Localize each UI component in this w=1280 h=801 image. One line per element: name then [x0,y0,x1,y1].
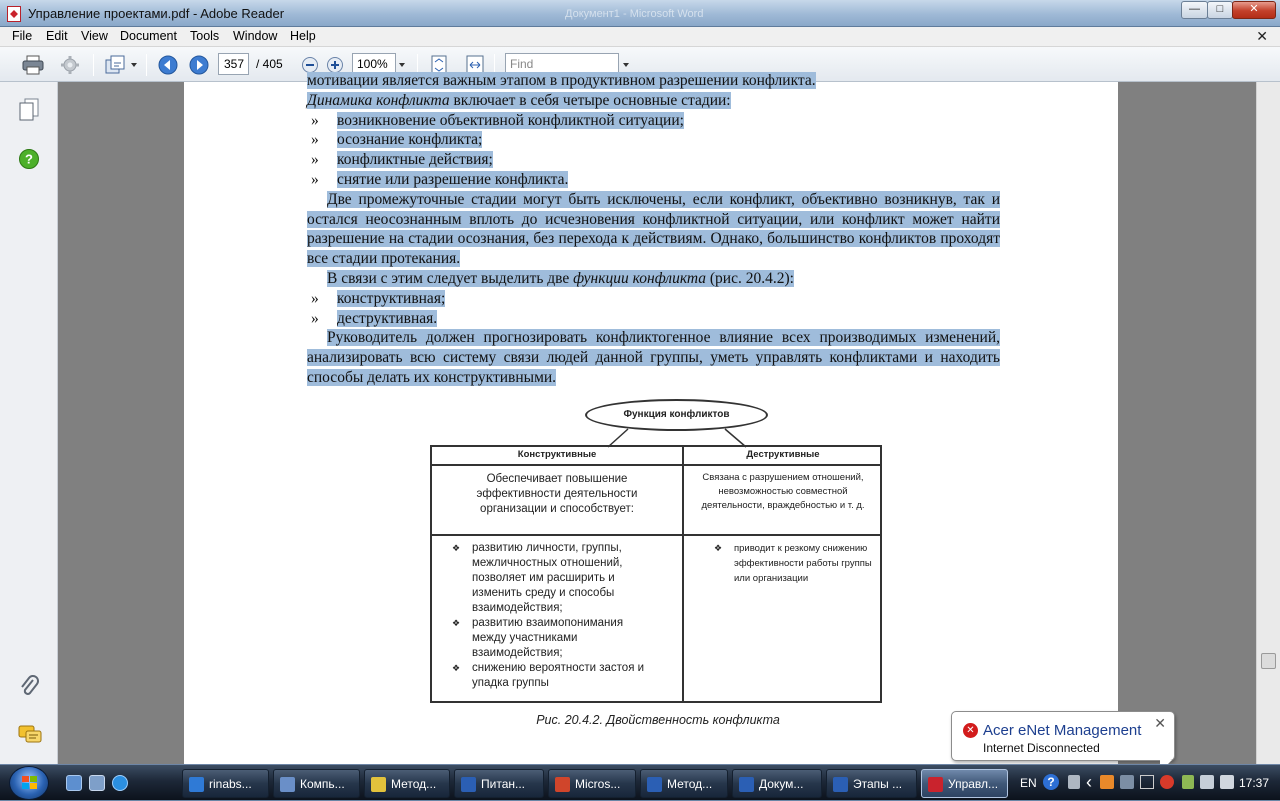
paragraph[interactable]: Руководитель должен прогнозировать конфликтогенное влияние всех производимых изменений, анализировать всю систему связи людей данной группы, уметь управлять конфликтами и находить способы делать их конструктивными. [307,329,1000,386]
attachments-paperclip-icon[interactable] [18,674,40,701]
table-divider [682,447,684,701]
taskbar-button[interactable] [826,769,917,798]
taskbar-button-label: Метод... [667,777,713,791]
taskbar-button-label: Докум... [759,777,804,791]
list-item[interactable]: » возникновение объективной конфликтной ситуации; [307,111,1000,131]
destructive-header: Деструктивные [746,449,820,460]
list-item[interactable]: » снятие или разрешение конфликта. [307,170,1000,190]
menu-edit[interactable]: Edit [46,29,68,43]
list-item[interactable]: » конструктивная; [307,289,1000,309]
app-icon [647,777,662,792]
volume-icon[interactable] [1220,775,1234,789]
windows-logo-icon [22,776,38,791]
find-dropdown-icon[interactable] [623,63,629,67]
taskbar-button[interactable] [921,769,1008,798]
find-input[interactable]: Find [505,53,619,75]
taskbar-button[interactable] [454,769,544,798]
figure-title: Функция конфликтов [585,399,768,431]
svg-text:?: ? [25,151,33,167]
maximize-button[interactable]: □ [1207,1,1233,19]
taskbar [0,764,1280,800]
taskbar-button[interactable] [732,769,822,798]
notification-title: Acer eNet Management [983,722,1142,739]
taskbar-button-label: Управл... [948,777,999,791]
app-icon [371,777,386,792]
paragraph[interactable]: мотивации является важным этапом в продуктивном разрешении конфликта. [307,72,816,89]
app-icon [189,777,204,792]
internet-explorer-icon[interactable] [112,775,128,791]
network-error-icon[interactable] [1160,775,1174,789]
menu-view[interactable]: View [81,29,108,43]
constructive-header: Конструктивные [517,449,597,460]
taskbar-button[interactable] [640,769,728,798]
list-item: ❖ развитию личности, группы, межличностных отношений, позволяет им расширить и изменить среду и способы взаимодействия; [446,541,658,616]
taskbar-button[interactable] [273,769,360,798]
title-bar [0,0,1280,27]
comments-icon[interactable] [18,724,42,749]
notification-close-button[interactable]: ✕ [1154,715,1166,731]
taskbar-button[interactable] [364,769,450,798]
system-tray [1010,765,1280,801]
next-page-icon[interactable] [189,55,209,78]
app-icon [739,777,754,792]
table-divider [432,464,880,466]
window-title: Управление проектами.pdf - Adobe Reader [28,6,285,21]
notification-message: Internet Disconnected [983,741,1100,755]
error-icon: ✕ [963,723,978,738]
notification-balloon[interactable] [951,711,1175,761]
close-document-button[interactable]: ✕ [1256,28,1268,44]
list-item[interactable]: » деструктивная. [307,309,1000,329]
battery-icon[interactable] [1182,775,1194,789]
list-item[interactable]: » конфликтные действия; [307,150,1000,170]
help-tray-icon[interactable]: ? [1043,774,1059,790]
collaborate-dropdown-icon[interactable] [131,63,137,67]
scrollbar-thumb[interactable] [1261,653,1276,669]
menu-window[interactable]: Window [233,29,278,43]
adobe-reader-icon [7,6,21,22]
navigation-panel [0,82,58,764]
page-text[interactable] [307,71,1000,388]
page-number-input[interactable]: 357 [218,53,249,75]
zoom-level-select[interactable]: 100% [352,53,396,75]
taskbar-button-label: Компь... [300,777,345,791]
help-icon[interactable] [18,148,40,173]
menu-tools[interactable]: Tools [190,29,220,43]
settings-gear-icon[interactable] [60,55,80,78]
figure-conflict-functions [428,395,882,735]
figure-caption: Рис. 20.4.2. Двойственность конфликта [536,713,780,727]
app-icon [280,777,295,792]
collaborate-icon[interactable] [104,54,128,79]
paragraph[interactable]: Две промежуточные стадии могут быть исключены, если конфликт, объективно возникнув, так и остался неосознанным вплоть до исчезновения конфликтной ситуации, или конфликт может найти разрешение на стадии осознания, без перехода к действиям. Однако, большинство конфликтов проходят все стадии протекания. [307,190,1000,268]
menu-help[interactable]: Help [290,29,316,43]
paragraph[interactable]: Динамика конфликта включает в себя четыре основные стадии: [307,91,731,109]
app-icon [833,777,848,792]
document-viewport[interactable] [58,72,1256,764]
network-tray-icon[interactable] [1140,775,1154,789]
clock[interactable]: 17:37 [1239,776,1270,790]
background-window-title: Документ1 - Microsoft Word [565,8,704,20]
usb-tray-icon[interactable] [1068,775,1080,789]
zoom-dropdown-icon[interactable] [399,63,405,67]
list-item: ❖ снижению вероятности застоя и упадка группы [446,661,658,691]
app-icon [555,777,570,792]
taskbar-button-label: Micros... [575,777,621,791]
taskbar-button-label: rinabs... [209,777,252,791]
display-icon[interactable] [1200,775,1214,789]
menu-file[interactable]: File [12,29,33,43]
show-hidden-icons-button[interactable]: ‹ [1086,772,1092,792]
switch-windows-icon[interactable] [89,775,105,791]
close-window-button[interactable]: ✕ [1232,1,1276,19]
app-icon [928,777,943,792]
taskbar-button-label: Метод... [391,777,437,791]
toolbar-separator [93,54,94,76]
start-button[interactable] [9,766,49,800]
destructive-list [708,541,878,586]
figure-table [430,445,882,703]
menu-bar [0,27,1280,47]
print-icon[interactable] [22,55,44,78]
list-item: ❖ приводит к резкому снижению эффективности работы группы или организации [708,541,878,586]
taskbar-button[interactable] [548,769,636,798]
previous-page-icon[interactable] [158,55,178,78]
page-total: / 405 [256,57,283,71]
vertical-scrollbar[interactable] [1256,82,1280,764]
constructive-list [446,541,658,691]
pdf-page [184,72,1118,764]
taskbar-button[interactable] [182,769,269,798]
app-tray-icon[interactable] [1100,775,1114,789]
list-item: ❖ развитию взаимопонимания между участниками взаимодействия; [446,616,658,661]
list-item[interactable]: » осознание конфликта; [307,130,1000,150]
taskbar-button-label: Этапы ... [853,777,903,791]
app-icon [461,777,476,792]
paragraph[interactable]: В связи с этим следует выделить две функции конфликта (рис. 20.4.2): [327,269,794,287]
table-divider [432,534,880,536]
constructive-description: Обеспечивает повышение эффективности деятельности организации и способствует: [476,473,638,515]
taskbar-button-label: Питан... [481,777,525,791]
language-indicator[interactable]: EN [1020,776,1037,790]
minimize-button[interactable]: — [1181,1,1208,19]
show-desktop-icon[interactable] [66,775,82,791]
app-tray-icon[interactable] [1120,775,1134,789]
destructive-description: Связана с разрушением отношений, невозможностью совместной деятельности, враждебностью и т. д. [701,472,865,511]
menu-document[interactable]: Document [120,29,177,43]
toolbar-separator [146,54,147,76]
pages-icon[interactable] [18,98,40,125]
